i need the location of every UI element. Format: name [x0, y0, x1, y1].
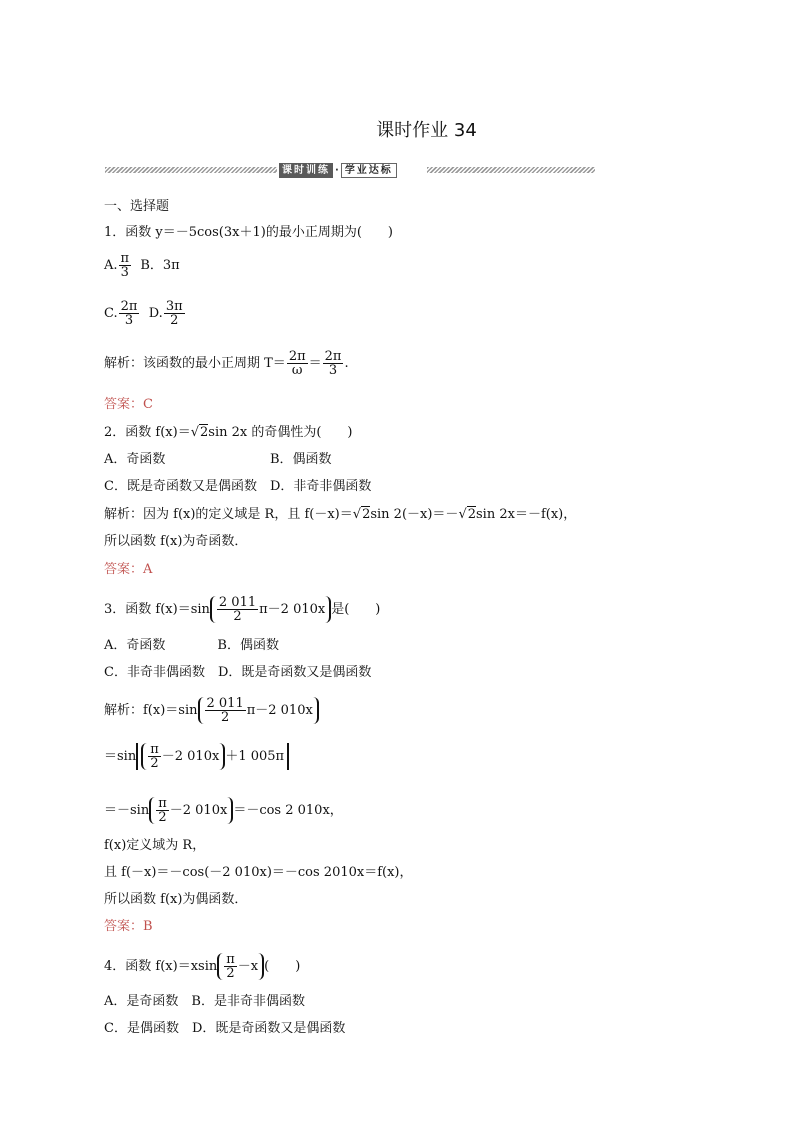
q3-stem-b: 是( ) [331, 602, 381, 617]
q2-stem-sqrt: 2 [200, 425, 209, 440]
q1-opt-c-den: 3 [124, 313, 134, 328]
q1-opt-d-frac [164, 300, 185, 327]
sqrt-icon: √ [190, 425, 199, 440]
q3-sol3-num: π [158, 796, 167, 811]
q1-opt-a-label: A. [104, 258, 118, 273]
q1-opt-a-frac [119, 252, 132, 279]
q2-sol1-b: sin 2(－x)＝－ [370, 507, 459, 522]
q4-stem-num: π [226, 952, 235, 967]
q1-sol-f2-den: 3 [328, 363, 338, 378]
q1-opt-d-den: 2 [170, 313, 179, 328]
q3-sol1-paren [198, 697, 319, 724]
q1-sol-frac-2 [323, 350, 344, 377]
section-banner [105, 162, 595, 178]
page-title: 课时作业 34 [376, 120, 477, 141]
banner-chunk-2: 学业达标 [341, 163, 397, 178]
q2-solution-1 [104, 506, 576, 524]
q3-sol2-b: ＋1 005π [225, 749, 285, 764]
q3-sol3-frac [156, 797, 169, 824]
q1-opt-d-label: D. [148, 306, 163, 321]
q2-stem-a: 2．函数 f(x)＝ [104, 425, 191, 440]
q3-solution-4: f(x)定义域为 R， [104, 838, 206, 853]
q3-options-cd: C．非奇非偶函数 D．既是奇函数又是偶函数 [104, 665, 372, 680]
q1-stem: 1．函数 y＝－5cos(3x＋1)的最小正周期为( ) [104, 225, 393, 240]
q2-solution-2: 所以函数 f(x)为奇函数． [104, 534, 248, 549]
q2-sol1-c: sin 2x＝－f(x)， [476, 507, 577, 522]
q4-stem-den: 2 [226, 966, 235, 981]
q3-sol2-in: －2 010x [161, 749, 220, 764]
sqrt-icon: √ [458, 507, 467, 522]
q3-stem [104, 596, 380, 623]
q1-sol-f2-num: 2π [324, 349, 342, 364]
q3-sol2-paren [141, 743, 225, 770]
q1-opt-b: B．3π [140, 258, 180, 273]
q1-sol-end: . [344, 356, 349, 371]
q4-stem-b: ( ) [264, 959, 301, 974]
q3-solution-2 [104, 743, 289, 770]
q3-solution-5: 且 f(－x)＝－cos(－2 010x)＝－cos 2010x＝f(x)， [104, 865, 413, 880]
q3-sol1-frac [205, 697, 246, 724]
q3-options-ab: A．奇函数 B．偶函数 [104, 638, 279, 653]
q3-sol1-num: 2 011 [206, 696, 244, 711]
q4-options-cd: C．是偶函数 D．既是奇函数又是偶函数 [104, 1021, 346, 1036]
q3-sol2-a: ＝sin [104, 749, 137, 764]
q1-sol-f1-num: 2π [288, 349, 306, 364]
banner-chunk-1: 课时训练 [279, 163, 333, 178]
q2-sol1-sqrt-1: 2 [362, 507, 371, 522]
q4-stem-in: －x [237, 959, 259, 974]
q3-solution-1 [104, 697, 319, 724]
q2-sol1-sqrt-2: 2 [467, 507, 477, 522]
q3-stem-paren [210, 596, 331, 623]
banner-label [279, 162, 425, 178]
q3-stem-num: 2 011 [218, 595, 257, 610]
q2-options-cd: C．既是奇函数又是偶函数 D．非奇非偶函数 [104, 479, 372, 494]
q1-opt-a-num: π [120, 251, 130, 266]
q3-sol1-a: 解析：f(x)＝sin [104, 703, 198, 718]
q2-opt-a: A．奇函数 [104, 452, 166, 467]
q3-stem-frac [217, 596, 258, 623]
q4-options-ab: A．是奇函数 B．是非奇非偶函数 [104, 994, 305, 1009]
q2-sol1-a: 解析：因为 f(x)的定义域是 R，且 f(－x)＝ [104, 507, 353, 522]
q2-stem [104, 424, 353, 442]
q4-stem-frac [224, 953, 237, 980]
q3-stem-den: 2 [233, 609, 242, 624]
q3-solution-6: 所以函数 f(x)为偶函数． [104, 892, 248, 907]
q1-options-ab [104, 252, 180, 279]
q3-sol3-paren [149, 797, 233, 824]
q1-opt-c-frac [119, 300, 140, 327]
q3-sol3-in: －2 010x [169, 803, 228, 818]
q3-sol3-a: ＝－sin [104, 803, 150, 818]
q2-answer: 答案：A [104, 562, 153, 577]
sqrt-icon: √ [352, 507, 362, 522]
q1-opt-c-label: C. [104, 306, 118, 321]
q3-answer: 答案：B [104, 919, 153, 934]
q4-stem [104, 953, 300, 980]
q4-stem-paren [217, 953, 264, 980]
q3-sol2-num: π [150, 742, 159, 757]
q1-opt-d-num: 3π [165, 299, 183, 314]
q3-sol2-bracket [136, 743, 289, 770]
banner-sep: · [335, 164, 339, 176]
banner-stripe-right [427, 167, 595, 173]
q4-stem-a: 4．函数 f(x)＝xsin [104, 959, 218, 974]
q1-answer: 答案：C [104, 397, 153, 412]
q1-sol-eq: ＝ [308, 356, 322, 371]
q1-sol-frac-1 [287, 350, 308, 377]
q3-sol2-den: 2 [150, 756, 159, 771]
q3-sol1-in: π－2 010x [246, 703, 313, 718]
q3-sol3-den: 2 [158, 810, 167, 825]
q3-sol3-b: ＝－cos 2 010x， [233, 803, 343, 818]
section-heading: 一、选择题 [104, 199, 170, 214]
q3-stem-in: π－2 010x [259, 602, 326, 617]
q3-sol2-frac [148, 743, 161, 770]
q1-opt-a-den: 3 [120, 265, 129, 280]
q1-sol-f1-den: ω [291, 363, 303, 378]
q2-opt-b: B．偶函数 [270, 452, 332, 467]
q1-solution [104, 350, 349, 377]
q1-sol-prefix: 解析：该函数的最小正周期 T＝ [104, 356, 286, 371]
q3-sol1-den: 2 [220, 710, 230, 725]
q3-stem-a: 3．函数 f(x)＝sin [104, 602, 210, 617]
q3-solution-3 [104, 797, 343, 824]
q1-opt-c-num: 2π [120, 299, 138, 314]
q1-options-cd [104, 300, 186, 327]
q2-stem-b: sin 2x 的奇偶性为( ) [208, 425, 353, 440]
banner-stripe-left [105, 167, 277, 173]
